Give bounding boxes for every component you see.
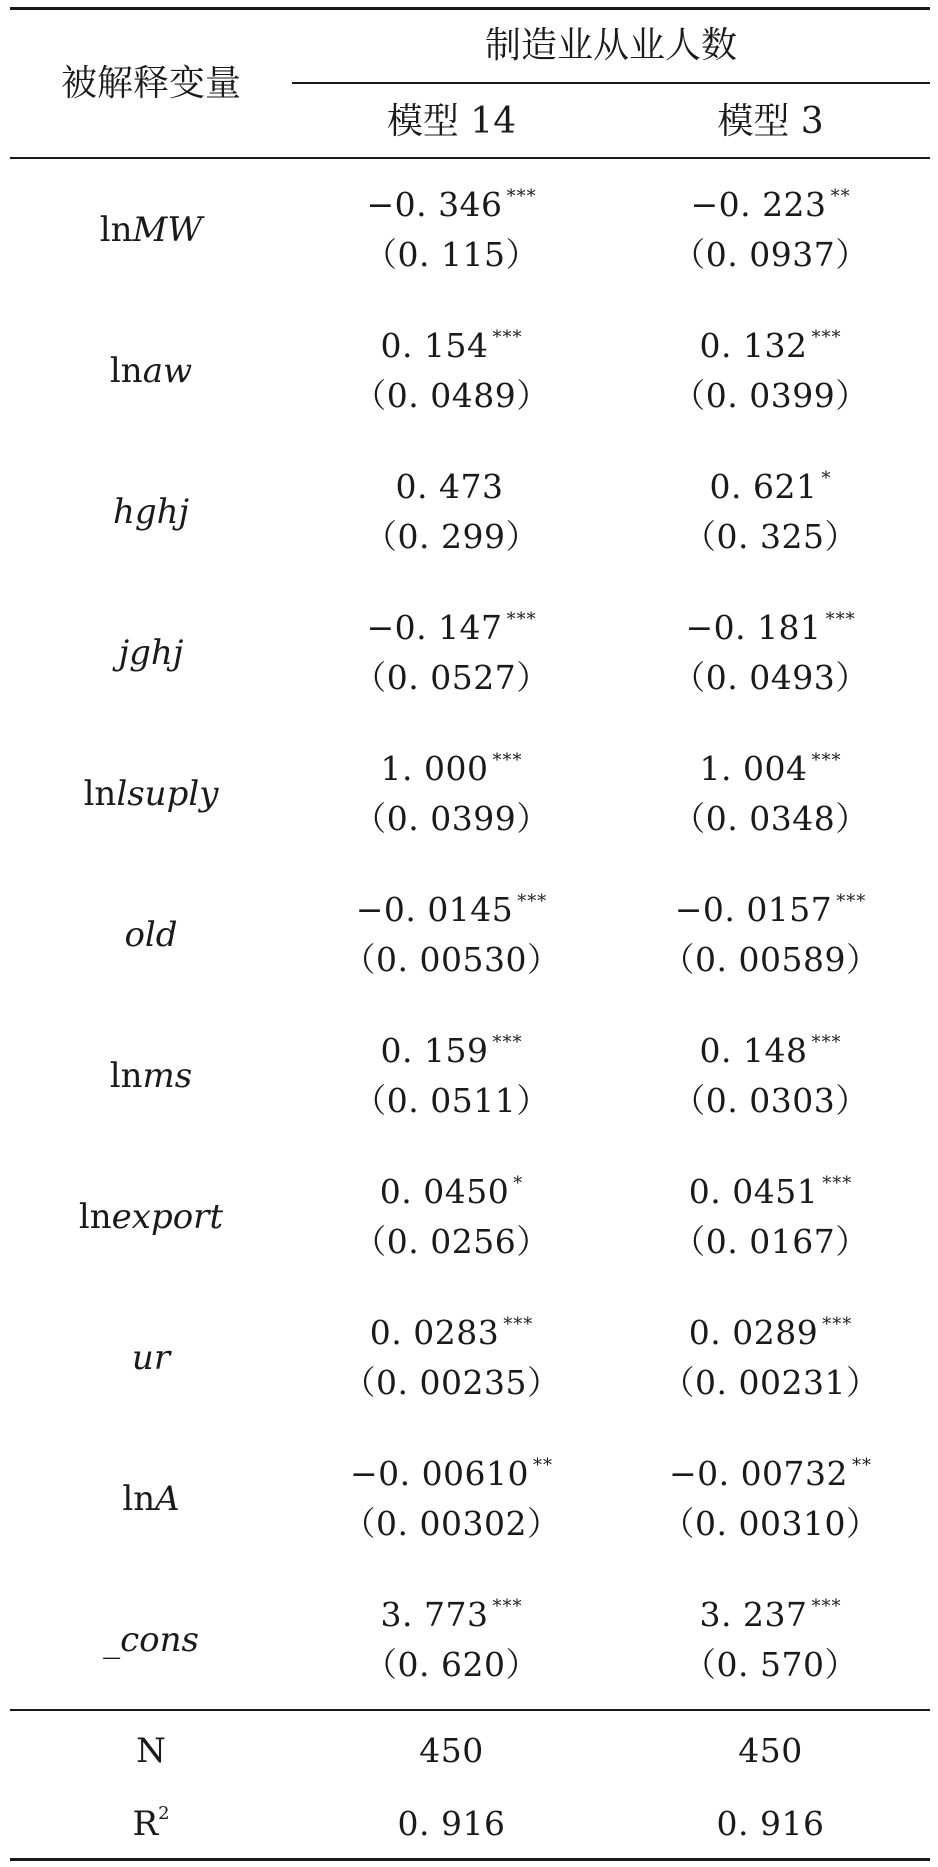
coef-value: 3. 237: [699, 1595, 808, 1634]
variable-label: [10, 492, 292, 532]
coef-model-b: [611, 890, 930, 929]
variable-label: [10, 1479, 292, 1519]
n-model-a: 450: [419, 1731, 484, 1770]
se-model-b: （0. 570）: [683, 1645, 858, 1684]
dependent-variable-header: 被解释变量: [60, 63, 241, 104]
coef-value: 0. 0289: [688, 1313, 819, 1352]
variable-name: cons: [120, 1620, 199, 1660]
top-rule: [10, 7, 930, 10]
coef-model-b: [611, 326, 930, 365]
se-model-b: （0. 0348）: [672, 799, 869, 838]
se-model-b: （0. 0399）: [672, 376, 869, 415]
variable-label: [10, 1056, 292, 1096]
significance-stars: ***: [492, 1032, 523, 1053]
se-model-a: （0. 299）: [364, 517, 539, 556]
variable-label: [10, 1338, 292, 1378]
significance-stars: ***: [503, 1314, 534, 1335]
coef-model-b: [611, 1313, 930, 1352]
coef-model-b: [611, 467, 930, 506]
significance-stars: ***: [492, 750, 523, 771]
coef-model-b: [611, 1172, 930, 1211]
group-header: 制造业从业人数: [484, 25, 737, 66]
variable-name: export: [111, 1197, 224, 1237]
coef-value: −0. 00610: [349, 1454, 530, 1493]
se-model-a: （0. 0489）: [353, 376, 550, 415]
significance-stars: ***: [506, 609, 537, 630]
variable-name: ms: [142, 1056, 193, 1096]
significance-stars: ***: [492, 1596, 523, 1617]
coef-model-b: [611, 1595, 930, 1634]
coef-model-b: [611, 1031, 930, 1070]
coef-value: 0. 473: [395, 467, 504, 506]
coef-model-a: [292, 608, 611, 647]
se-model-a: （0. 00302）: [342, 1504, 561, 1543]
coef-value: 0. 0283: [369, 1313, 500, 1352]
model-b-header: 模型 3: [717, 101, 824, 142]
se-model-b: （0. 0167）: [672, 1222, 869, 1261]
coef-model-a: [292, 1031, 611, 1070]
se-model-a: （0. 00530）: [342, 940, 561, 979]
r2-model-b: 0. 916: [716, 1804, 825, 1843]
se-model-a: （0. 0399）: [353, 799, 550, 838]
coef-model-a: [292, 749, 611, 788]
se-model-b: （0. 0493）: [672, 658, 869, 697]
se-model-a: （0. 115）: [364, 235, 539, 274]
variable-label: [10, 1620, 292, 1660]
significance-stars: ***: [836, 891, 867, 912]
variable-prefix: ln: [83, 774, 117, 814]
variable-name: MW: [132, 210, 203, 250]
variable-name: ur: [131, 1338, 171, 1378]
n-model-b: 450: [738, 1731, 803, 1770]
se-model-b: （0. 0303）: [672, 1081, 869, 1120]
se-model-b: （0. 00589）: [661, 940, 880, 979]
header-group-rule: [292, 82, 930, 84]
coef-value: 1. 004: [699, 749, 808, 788]
header-bottom-rule: [10, 157, 930, 159]
variable-label: [10, 351, 292, 391]
significance-stars: **: [830, 186, 851, 207]
significance-stars: ***: [506, 186, 537, 207]
se-model-a: （0. 620）: [364, 1645, 539, 1684]
significance-stars: ***: [811, 327, 842, 348]
coef-value: −0. 147: [366, 608, 503, 647]
se-model-a: （0. 0256）: [353, 1222, 550, 1261]
coef-model-a: [292, 1172, 611, 1211]
r2-model-a: 0. 916: [397, 1804, 506, 1843]
significance-stars: ***: [492, 327, 523, 348]
significance-stars: ***: [825, 609, 856, 630]
coef-model-b: [611, 1454, 930, 1493]
variable-label: [10, 774, 292, 814]
coef-value: 0. 154: [380, 326, 489, 365]
variable-name: old: [124, 915, 178, 955]
variable-name: A: [155, 1479, 180, 1519]
variable-label: [10, 210, 292, 250]
variable-label: [10, 1197, 292, 1237]
coef-value: −0. 0145: [355, 890, 514, 929]
body-bottom-rule: [10, 1709, 930, 1711]
significance-stars: ***: [822, 1314, 853, 1335]
coef-model-b: [611, 185, 930, 224]
coef-value: −0. 0157: [674, 890, 833, 929]
variable-name: aw: [142, 351, 193, 391]
variable-prefix: ln: [109, 351, 143, 391]
r2-superscript: 2: [158, 1802, 170, 1824]
variable-name: hghj: [112, 492, 190, 532]
coef-value: 3. 773: [380, 1595, 489, 1634]
variable-name: lsuply: [116, 774, 219, 814]
variable-prefix: ln: [122, 1479, 156, 1519]
coef-model-a: [292, 1454, 611, 1493]
significance-stars: ***: [811, 750, 842, 771]
coef-value: 0. 621: [709, 467, 818, 506]
coef-model-a: [292, 890, 611, 929]
variable-prefix: _: [103, 1620, 121, 1660]
r2-label: [10, 1802, 292, 1844]
significance-stars: ***: [811, 1032, 842, 1053]
coef-model-a: [292, 1313, 611, 1352]
variable-prefix: ln: [109, 1056, 143, 1096]
coef-value: 0. 0451: [688, 1172, 819, 1211]
significance-stars: ***: [822, 1173, 853, 1194]
r2-label-text: R: [132, 1804, 159, 1844]
se-model-a: （0. 0527）: [353, 658, 550, 697]
coef-model-a: [292, 1595, 611, 1634]
coef-model-a: [292, 326, 611, 365]
significance-stars: **: [852, 1455, 873, 1476]
n-label: N: [136, 1731, 166, 1771]
se-model-b: （0. 325）: [683, 517, 858, 556]
significance-stars: ***: [811, 1596, 842, 1617]
se-model-b: （0. 0937）: [672, 235, 869, 274]
significance-stars: ***: [517, 891, 548, 912]
coef-model-b: [611, 749, 930, 788]
variable-label: [10, 915, 292, 955]
se-model-a: （0. 00235）: [342, 1363, 561, 1402]
significance-stars: **: [533, 1455, 554, 1476]
coef-value: −0. 00732: [668, 1454, 849, 1493]
bottom-rule: [10, 1858, 930, 1861]
significance-stars: *: [821, 468, 832, 489]
se-model-b: （0. 00310）: [661, 1504, 880, 1543]
variable-label: [10, 633, 292, 673]
model-a-header: 模型 14: [386, 101, 517, 142]
coef-value: 0. 159: [380, 1031, 489, 1070]
variable-name: jghj: [118, 633, 184, 673]
variable-prefix: ln: [99, 210, 133, 250]
coef-model-b: [611, 608, 930, 647]
variable-prefix: ln: [78, 1197, 112, 1237]
coef-value: −0. 181: [685, 608, 822, 647]
coef-value: −0. 346: [366, 185, 503, 224]
coef-value: 1. 000: [380, 749, 489, 788]
coef-value: 0. 148: [699, 1031, 808, 1070]
se-model-a: （0. 0511）: [353, 1081, 550, 1120]
coef-model-a: [292, 467, 611, 506]
coef-value: 0. 132: [699, 326, 808, 365]
coef-model-a: [292, 185, 611, 224]
coef-value: −0. 223: [690, 185, 827, 224]
se-model-b: （0. 00231）: [661, 1363, 880, 1402]
significance-stars: *: [513, 1173, 524, 1194]
coef-value: 0. 0450: [379, 1172, 510, 1211]
